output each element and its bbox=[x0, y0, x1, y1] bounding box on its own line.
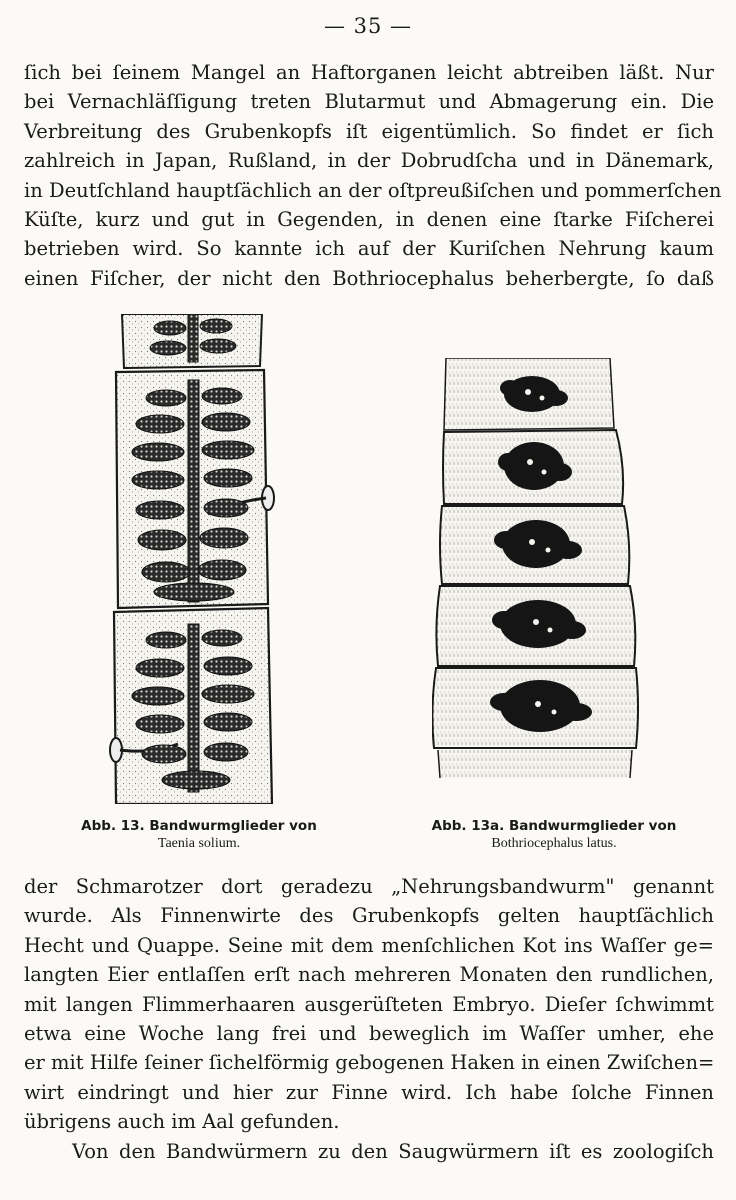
text-line: zahlreich in Japan, Rußland, in der Dobrudſcha und in Dänemark, bbox=[24, 149, 714, 173]
text-line: in Deutſchland hauptſächlich an der oſtpreußiſchen und pommerſchen bbox=[24, 178, 722, 202]
text-line: Von den Bandwürmern zu den Saugwürmern iſt es zoologiſch bbox=[72, 1139, 714, 1163]
text-line: etwa eine Woche lang frei und beweglich im Waſſer umher, ehe bbox=[24, 1021, 714, 1045]
text-line: langten Eier entlaſſen erſt nach mehreren Monaten den rundlichen, bbox=[24, 963, 714, 987]
caption-title: Abb. 13a. Bandwurmglieder von bbox=[431, 818, 677, 834]
caption-species: Taenia solium. bbox=[157, 836, 241, 851]
paragraph-top bbox=[24, 58, 722, 293]
text-line: Verbreitung des Grubenkopfs iſt eigentümlich. So findet er ſich bbox=[24, 119, 714, 143]
caption-title: Abb. 13. Bandwurmglieder von bbox=[81, 818, 317, 834]
page-number: — 35 — bbox=[323, 14, 413, 38]
caption-species: Bothriocephalus latus. bbox=[491, 836, 617, 851]
figure-13a-caption bbox=[404, 818, 704, 852]
text-line: wirt eindringt und hier zur Finne wird. Ich habe ſolche Finnen bbox=[24, 1080, 714, 1104]
text-line: Hecht und Quappe. Seine mit dem menſchlichen Kot ins Waſſer ge= bbox=[24, 933, 714, 957]
figure-13-caption bbox=[64, 818, 334, 852]
paragraph-bottom bbox=[24, 872, 714, 1166]
figure-bothriocephalus-illustration bbox=[432, 358, 640, 778]
text-line: wurde. Als Finnenwirte des Grubenkopfs gelten hauptſächlich bbox=[24, 904, 714, 928]
text-line: bei Vernachläſſigung treten Blutarmut und Abmagerung ein. Die bbox=[24, 90, 714, 114]
text-line: betrieben wird. So kannte ich auf der Kuriſchen Nehrung kaum bbox=[24, 237, 714, 261]
text-line: er mit Hilfe ſeiner ſichelförmig gebogenen Haken in einen Zwiſchen= bbox=[24, 1051, 715, 1075]
text-line: einen Fiſcher, der nicht den Bothriocephalus beherbergte, ſo daß bbox=[24, 266, 714, 290]
text-line: ſich bei ſeinem Mangel an Haftorganen leicht abtreiben läßt. Nur bbox=[24, 61, 714, 84]
text-line: mit langen Flimmerhaaren ausgerüſteten Embryo. Dieſer ſchwimmt bbox=[24, 992, 714, 1016]
figure-taenia-solium-illustration bbox=[104, 314, 280, 804]
text-line: übrigens auch im Aal gefunden. bbox=[24, 1110, 340, 1134]
text-line: der Schmarotzer dort geradezu „Nehrungsbandwurm" genannt bbox=[24, 875, 714, 898]
text-line: Küſte, kurz und gut in Gegenden, in denen eine ſtarke Fiſcherei bbox=[24, 207, 714, 231]
